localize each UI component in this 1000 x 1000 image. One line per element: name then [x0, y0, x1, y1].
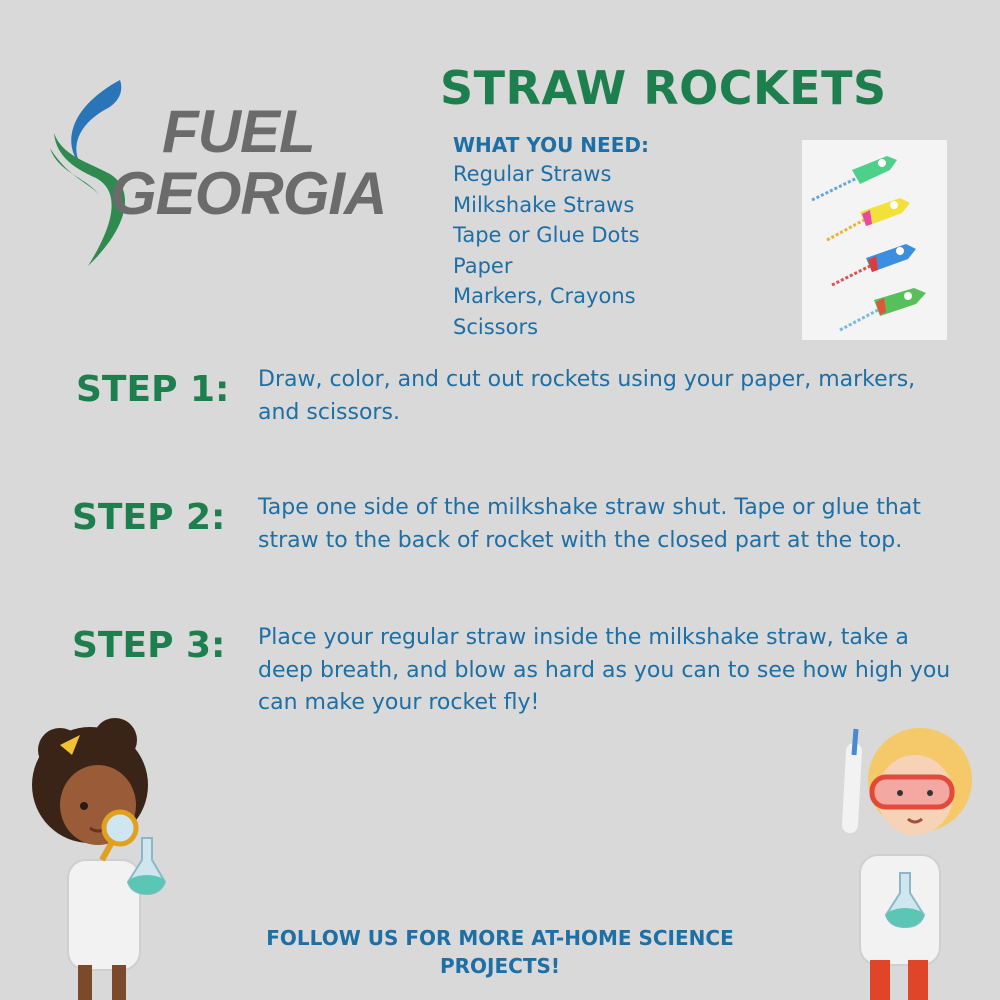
step-3-text: Place your regular straw inside the milkshake straw, take a deep breath, and blow as hard as you can to see how high you can make your rocket fly! — [258, 625, 951, 715]
supply-item: Milkshake Straws — [453, 192, 635, 217]
supplies-heading: WHAT YOU NEED: — [453, 133, 649, 157]
boy-scientist-illustration — [820, 715, 990, 1000]
straw-rockets-photo — [802, 140, 947, 340]
supplies-list — [453, 159, 640, 343]
logo-word-fuel: FUEL — [162, 98, 315, 165]
supply-item: Regular Straws — [453, 162, 612, 186]
step-1-label: STEP 1: — [76, 369, 230, 410]
follow-us-footer: FOLLOW US FOR MORE AT-HOME SCIENCE PROJECTS! — [266, 926, 734, 978]
logo-word-georgia: GEORGIA — [110, 160, 387, 227]
magnifying-glass-icon — [102, 812, 136, 860]
page-title: STRAW ROCKETS — [440, 61, 887, 115]
supply-item: Paper — [453, 253, 513, 278]
step-2-label: STEP 2: — [72, 497, 226, 538]
supply-item: Tape or Glue Dots — [453, 223, 640, 248]
girl-scientist-illustration — [20, 710, 190, 1000]
step-3-label: STEP 3: — [72, 625, 226, 666]
step-2-text: Tape one side of the milkshake straw shut. Tape or glue that straw to the back of rocket with the closed part at the top. — [258, 495, 921, 553]
step-1-text: Draw, color, and cut out rockets using your paper, markers, and scissors. — [258, 367, 916, 425]
supply-item: Markers, Crayons — [453, 284, 636, 309]
supply-item: Scissors — [453, 314, 539, 339]
